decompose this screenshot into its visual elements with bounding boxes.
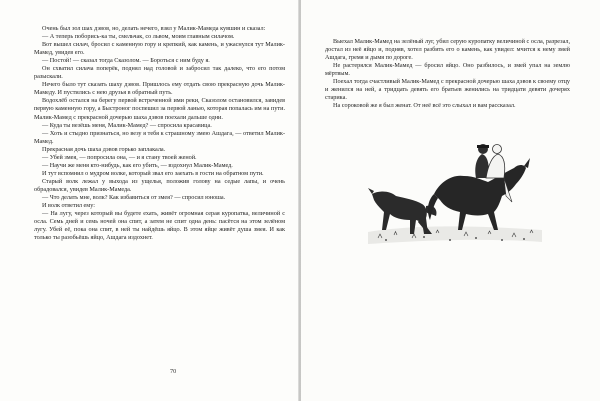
paragraph: Старый волк лежал у выхода из ущелья, положив голову на седые лапы, и очень обрадовался, увидев Малик-Мамеда. (34, 177, 285, 193)
wolf-figure (368, 188, 437, 234)
paragraph: Очень был зол шах дэвов, но, делать нечего, взял у Малик-Мамеда кувшин и сказал: (42, 25, 266, 32)
left-page-text (34, 25, 285, 242)
paragraph: — Убей змея, — попросила она, — и я стану твоей женой. (42, 153, 197, 161)
paragraph: Нечего было тут сказать шаху дэвов. Пришлось ему отдать свою прекрасную дочь Малик-Мамеду. И пустились с нею друзья в обратный путь. (34, 81, 285, 97)
paragraph: — Хоть и стыдно признаться, но везу я тебя к страшному змею Ашдага, — ответил Малик-Мамед. (34, 129, 285, 145)
paragraph: Прекрасная дочь шаха дэвов горько заплакала. (42, 145, 166, 153)
meadow-ground (368, 226, 542, 244)
paragraph: Выехал Малик-Мамед на зелёный луг, убил серую куропатку величиной с осла, разрезал, достал из неё яйцо и, подняв, хотел разбить его о камень, как увидел: мчится к нему змей Ашдага, гремя и дымя по дороге. (325, 38, 570, 62)
paragraph: — Научи же меня кто-нибудь, как его убить, — вздохнул Малик-Мамед. (42, 161, 233, 169)
paragraph: — А теперь поборись-ка ты, смельчак, со львом, моим главным силачом. (42, 33, 235, 41)
paragraph: Поехал тогда счастливый Малик-Мамед с прекрасной дочерью шаха дэвов к своему отцу и женился на ней, а тридцать девять его братьев женились на тридцати девяти дочерях старика. (325, 78, 570, 102)
paragraph: И волк ответил ему: (42, 202, 95, 210)
paragraph: Он схватил силача поперёк, поднял над головой и забросил так далеко, что его потом разыскали. (34, 65, 285, 81)
right-page (301, 0, 600, 401)
paragraph: — Что делать мне, волк? Как избавиться от змея? — спросил юноша. (42, 193, 226, 201)
right-page-text (325, 38, 570, 110)
paragraph: Водохлёб остался на берегу первой встреченной ими реки, Сказолом остановился, завидев первую каменную гору, а Быстроног поспешил за первой ланью, которая попалась им на пути. Малик-Мамед с прекрасной дочерью шаха дэвов поехали дальше одни. (34, 97, 285, 121)
paragraph: Не растерялся Малик-Мамед — бросил яйцо. Оно разбилось, и змей упал на землю мёртвым. (325, 62, 570, 78)
paragraph: И тут вспомнил о мудром волке, который звал его заехать в гости на обратном пути. (42, 169, 264, 177)
page-number: 70 (170, 368, 177, 375)
paragraph: На сороковой же я был женат. От неё всё это слыхал и вам рассказал. (333, 102, 516, 110)
illustration-rider-and-wolf (366, 134, 542, 252)
paragraph: — На лугу, через который вы будете ехать, живёт огромная серая куропатка, величиной с осла. Семь дней и семь ночей она спит, а затем не спит одна день: пасётся на этом зелёном лугу. Убей её, пока она спит, в ней ты найдёшь яйцо. В этом яйце живёт душа змея. И как только ты разобьёшь яйцо, Ашдага издохнет. (34, 210, 285, 242)
paragraph: — Постой! — сказал тогда Сказолом. — Бороться с ним буду я. (42, 57, 210, 65)
paragraph: — Куда ты везёшь меня, Малик-Мамед? — спросила красавица. (42, 121, 212, 129)
left-page (0, 0, 299, 401)
paragraph: Вот вышел силач, бросил с каменную гору и крепкий, как камень, и ужаснулся тут Малик-Мамед, увидев его. (34, 41, 285, 57)
